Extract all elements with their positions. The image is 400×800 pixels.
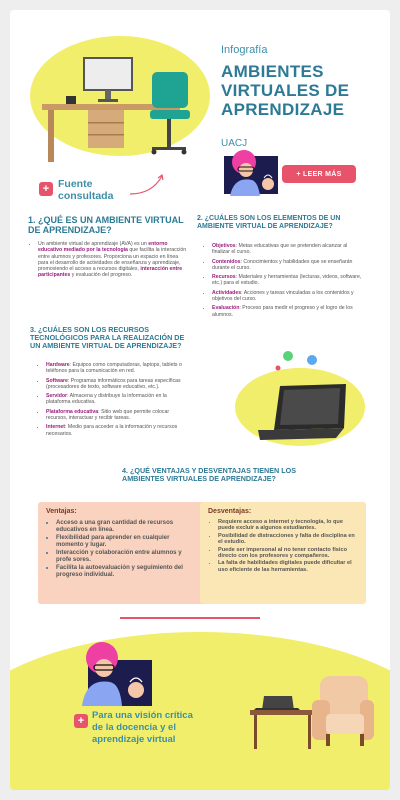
list-item: • Requiere acceso a internet y tecnología, lo que puede excluir a algunos estudiantes. bbox=[218, 519, 358, 532]
list-item: • Contenidos: Conocimientos y habilidades que se enseñarán durante el curso. bbox=[212, 259, 362, 272]
avatar-illustration-top bbox=[224, 148, 280, 196]
list-item: • Flexibilidad para aprender en cualquier momento y lugar. bbox=[56, 534, 198, 548]
section2-heading: 2. ¿CUÁLES SON LOS ELEMENTOS DE UN AMBIENTE VIRTUAL DE APRENDIZAJE? bbox=[197, 215, 341, 230]
institution-label: UACJ bbox=[221, 138, 248, 149]
list-item: • Hardware: Equipos como computadoras, laptops, tablets o teléfonos para la comunicación en red. bbox=[46, 362, 186, 375]
list-item: • Facilita la autoevaluación y seguimiento del progreso individual. bbox=[56, 564, 198, 578]
list-item: • Servidor: Almacena y distribuye la información en la plataforma educativa. bbox=[46, 393, 186, 406]
section3-heading: 3. ¿CUÁLES SON LOS RECURSOS TECNOLÓGICOS PARA LA REALIZACIÓN DE UN AMBIENTE VIRTUAL DE APRENDIZAJE? bbox=[30, 325, 185, 350]
infographic-card bbox=[10, 10, 390, 790]
list-item: • Recursos: Materiales y herramientas (lecturas, videos, software, etc.) para el estudio. bbox=[212, 274, 362, 287]
list-item: • Interacción y colaboración entre alumnos y profe sores. bbox=[56, 549, 198, 563]
laptop-illustration bbox=[250, 346, 360, 442]
page-title: AMBIENTES VIRTUALES DE APRENDIZAJE bbox=[221, 62, 350, 119]
critical-view-link[interactable]: Para una visión crítica de la docencia y el aprendizaje virtual bbox=[92, 710, 193, 745]
list-item: • La falta de habilidades digitales puede dificultar el uso eficiente de las herramientas. bbox=[218, 560, 358, 573]
section1-heading: 1. ¿QUÉ ES UN AMBIENTE VIRTUAL DE APRENDIZAJE? bbox=[28, 215, 184, 235]
section3-list bbox=[36, 362, 186, 440]
list-item: • Evaluación: Proceso para medir el progreso y el logro de los alumnos. bbox=[212, 305, 362, 318]
list-item: • Actividades: Acciones y tareas vinculadas a los contenidos y objetivos del curso. bbox=[212, 290, 362, 303]
armchair-illustration bbox=[242, 670, 376, 750]
plus-icon: + bbox=[74, 714, 88, 728]
desk-illustration bbox=[40, 48, 210, 168]
read-more-button[interactable]: + LEER MÁS bbox=[282, 165, 356, 183]
disadvantages-box bbox=[200, 502, 366, 604]
section4-heading: 4. ¿QUÉ VENTAJAS Y DESVENTAJAS TIENEN LOS AMBIENTES VIRTUALES DE APRENDIZAJE? bbox=[122, 466, 296, 483]
plus-icon: + bbox=[39, 182, 53, 196]
list-item: • Puede ser impersonal al no tener contacto físico directo con los profesores y compañeros. bbox=[218, 547, 358, 560]
list-item: • Posibilidad de distracciones y falta de disciplina en el estudio. bbox=[218, 533, 358, 546]
advantages-box bbox=[38, 502, 206, 604]
curved-arrow-icon bbox=[128, 172, 168, 198]
section2-list bbox=[202, 243, 362, 321]
list-item: • Acceso a una gran cantidad de recursos educativos en línea. bbox=[56, 519, 198, 533]
section1-text: • Un ambiente virtual de aprendizaje (AVA) es un entorno educativo mediado por la tecnología que facilita la interacción entre alumnos y profesores. Proporciona un espacio en línea para el desarrollo de actividades de enseñanza y aprendizaje, promoviendo el acceso a recursos digitales, interacción entre participantes y evaluación del progreso. bbox=[28, 241, 188, 282]
disadvantages-title: Desventajas: bbox=[208, 508, 252, 515]
header-kicker: Infografía bbox=[221, 44, 268, 56]
list-item: • Plataforma educativa: Sitio web que permite colocar recursos, interactuar y recibir tareas. bbox=[46, 409, 186, 422]
advantages-title: Ventajas: bbox=[46, 508, 77, 515]
list-item: • Software: Programas informáticos para tareas específicas (procesadores de texto, software educativo, etc.). bbox=[46, 378, 186, 391]
avatar-illustration-bottom bbox=[76, 636, 154, 706]
list-item: • Objetivos: Metas educativas que se pretenden alcanzar al finalizar el curso. bbox=[212, 243, 362, 256]
section-divider bbox=[120, 617, 260, 619]
source-link[interactable]: Fuente consultada bbox=[58, 178, 114, 202]
list-item: • Internet: Medio para acceder a la información y recursos necesarios. bbox=[46, 424, 186, 437]
